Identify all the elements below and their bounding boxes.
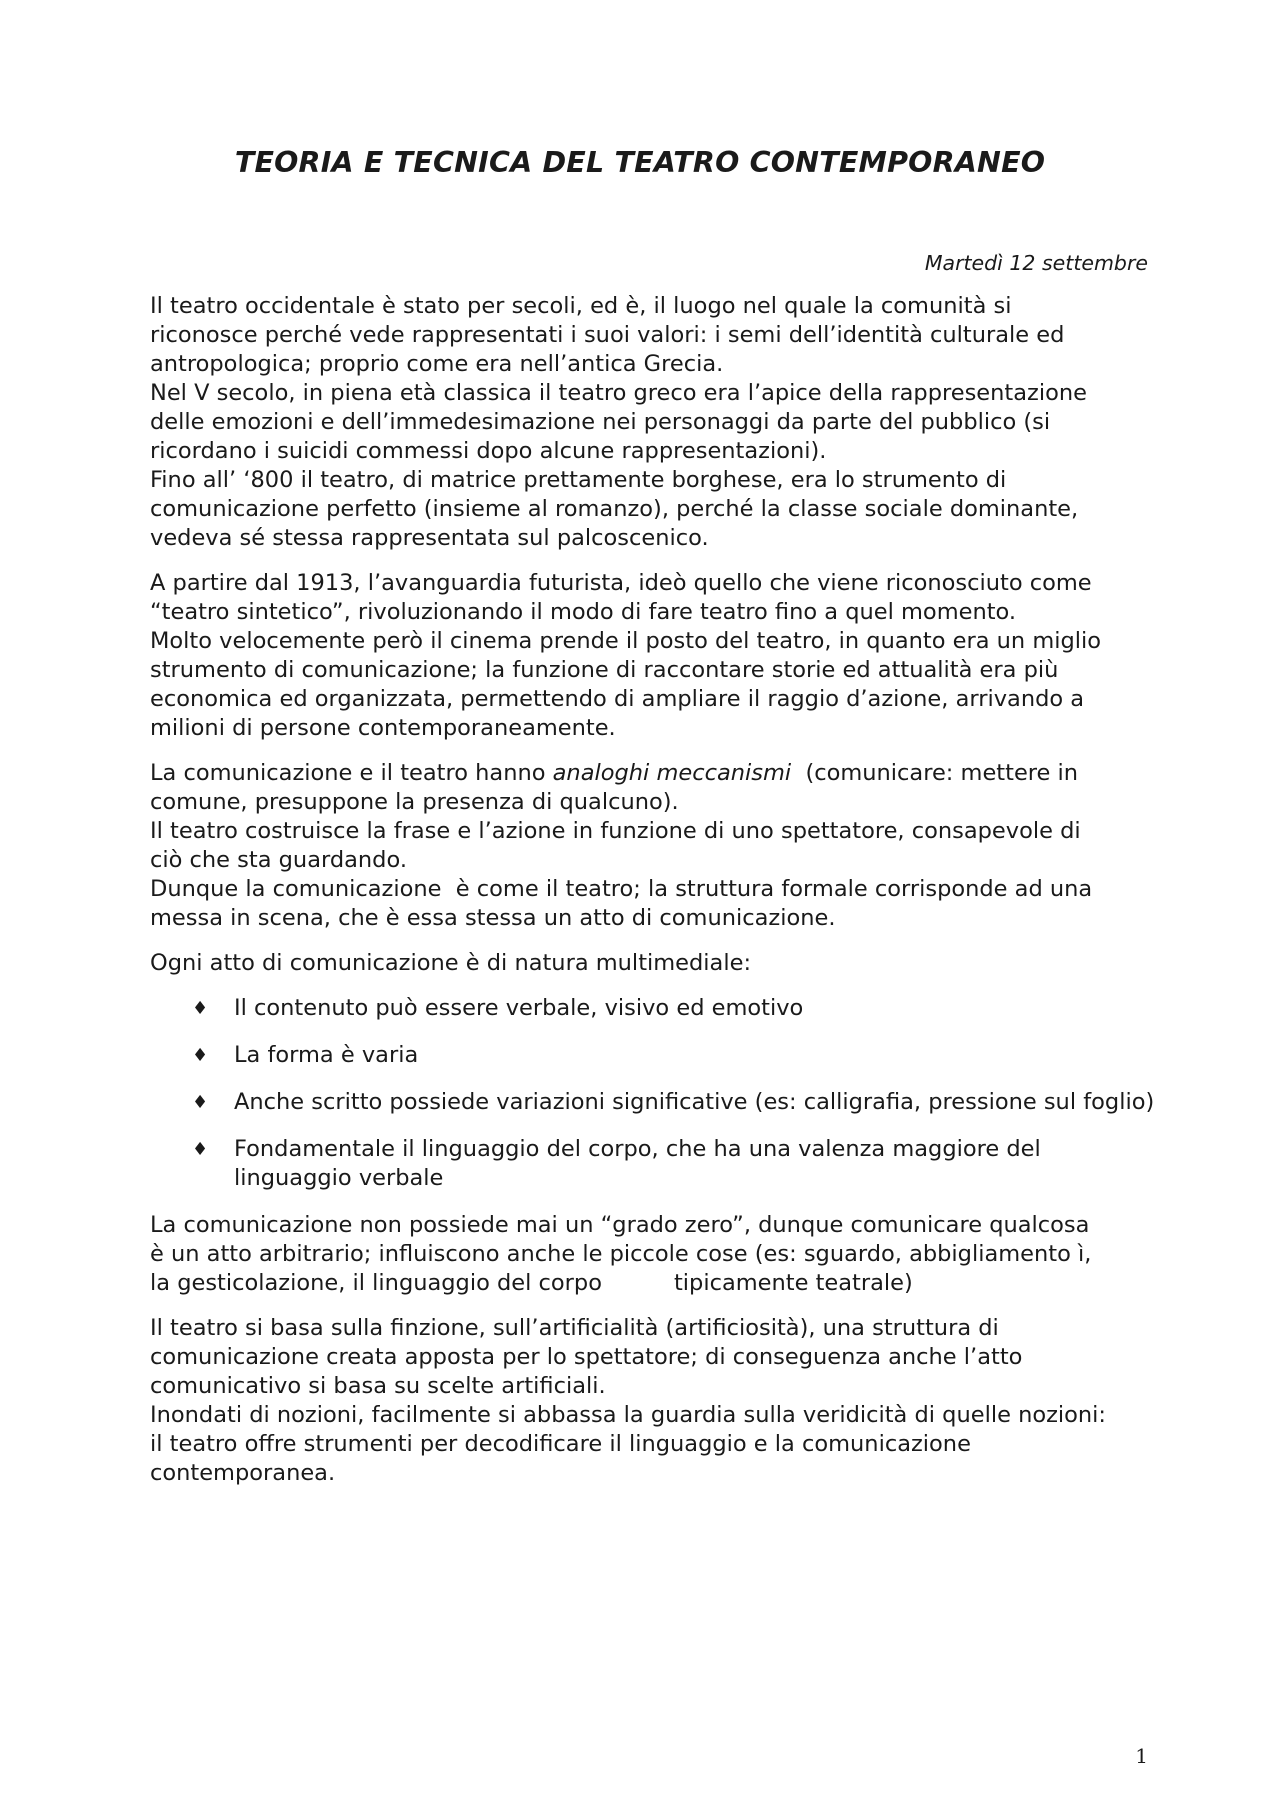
- list-item-text: Fondamentale il linguaggio del corpo, che ha una valenza maggiore del linguaggio verbale: [234, 1136, 1041, 1191]
- list-item: [150, 1135, 1160, 1193]
- text-line: ricordano i suicidi commessi dopo alcune rappresentazioni).: [150, 438, 827, 464]
- text-line: [150, 1269, 1160, 1298]
- text-run: La comunicazione e il teatro hanno: [150, 760, 553, 786]
- text-line: [150, 759, 1160, 788]
- list-item: [150, 1088, 1160, 1117]
- page-number: 1: [1135, 1744, 1148, 1768]
- diamond-bullet-icon: ♦: [192, 1092, 209, 1113]
- document-body: [150, 292, 1160, 1504]
- text-line: strumento di comunicazione; la funzione di raccontare storie ed attualità era più: [150, 657, 1059, 683]
- text-run: (comunicare: mettere in: [791, 760, 1079, 786]
- text-line: vedeva sé stessa rappresentata sul palcoscenico.: [150, 525, 709, 551]
- list-item-text: Il contenuto può essere verbale, visivo ed emotivo: [234, 995, 804, 1021]
- text-line: comunicazione creata apposta per lo spettatore; di conseguenza anche l’atto: [150, 1344, 1023, 1370]
- diamond-bullet-icon: ♦: [192, 1139, 209, 1160]
- text-line: economica ed organizzata, permettendo di ampliare il raggio d’azione, arrivando a: [150, 686, 1085, 712]
- paragraph: [150, 759, 1160, 933]
- paragraph: [150, 949, 1160, 978]
- text-run: tipicamente teatrale): [673, 1270, 913, 1296]
- paragraph: [150, 292, 1160, 553]
- text-line: “teatro sintetico”, rivoluzionando il modo di fare teatro fino a quel momento.: [150, 599, 1017, 625]
- list-item-text: La forma è varia: [234, 1042, 419, 1068]
- text-line: Il teatro occidentale è stato per secoli, ed è, il luogo nel quale la comunità si: [150, 293, 1012, 319]
- text-run: la gesticolazione, il linguaggio del corpo: [150, 1270, 602, 1296]
- text-line: Fino all’ ‘800 il teatro, di matrice prettamente borghese, era lo strumento di: [150, 467, 1007, 493]
- text-line: riconosce perché vede rappresentati i suoi valori: i semi dell’identità culturale ed: [150, 322, 1065, 348]
- paragraph: [150, 569, 1160, 743]
- document-title: TEORIA E TECNICA DEL TEATRO CONTEMPORANEO: [234, 146, 1046, 179]
- text-line: contemporanea.: [150, 1460, 336, 1486]
- diamond-bullet-icon: ♦: [192, 1045, 209, 1066]
- text-line: A partire dal 1913, l’avanguardia futurista, ideò quello che viene riconosciuto come: [150, 570, 1092, 596]
- paragraph: [150, 1314, 1160, 1488]
- bullet-list: [150, 994, 1160, 1193]
- text-line: comune, presuppone la presenza di qualcuno).: [150, 789, 679, 815]
- text-line: è un atto arbitrario; influiscono anche le piccole cose (es: sguardo, abbigliamento ì,: [150, 1241, 1092, 1267]
- diamond-bullet-icon: ♦: [192, 998, 209, 1019]
- list-item: [150, 1041, 1160, 1070]
- text-line: comunicativo si basa su scelte artificiali.: [150, 1373, 606, 1399]
- italic-text: analoghi meccanismi: [552, 760, 792, 786]
- text-line: Il teatro costruisce la frase e l’azione in funzione di uno spettatore, consapevole di: [150, 818, 1081, 844]
- paragraph: [150, 1211, 1160, 1298]
- text-line: ciò che sta guardando.: [150, 847, 407, 873]
- text-line: Nel V secolo, in piena età classica il teatro greco era l’apice della rappresentazione: [150, 380, 1087, 406]
- text-line: il teatro offre strumenti per decodificare il linguaggio e la comunicazione: [150, 1431, 971, 1457]
- date-heading: Martedì 12 settembre: [924, 251, 1148, 275]
- list-item: [150, 994, 1160, 1023]
- text-line: Molto velocemente però il cinema prende il posto del teatro, in quanto era un miglio: [150, 628, 1102, 654]
- text-line: Il teatro si basa sulla finzione, sull’artificialità (artificiosità), una struttura di: [150, 1315, 999, 1341]
- text-line: Dunque la comunicazione è come il teatro; la struttura formale corrisponde ad una: [150, 876, 1093, 902]
- text-line: Inondati di nozioni, facilmente si abbassa la guardia sulla veridicità di quelle nozioni:: [150, 1402, 1107, 1428]
- text-line: delle emozioni e dell’immedesimazione nei personaggi da parte del pubblico (si: [150, 409, 1051, 435]
- text-line: messa in scena, che è essa stessa un atto di comunicazione.: [150, 905, 836, 931]
- text-line: Ogni atto di comunicazione è di natura multimediale:: [150, 950, 752, 976]
- list-item-text: Anche scritto possiede variazioni significative (es: calligrafia, pressione sul foglio): [234, 1089, 1155, 1115]
- text-line: antropologica; proprio come era nell’antica Grecia.: [150, 351, 724, 377]
- text-line: comunicazione perfetto (insieme al romanzo), perché la classe sociale dominante,: [150, 496, 1079, 522]
- text-line: La comunicazione non possiede mai un “grado zero”, dunque comunicare qualcosa: [150, 1212, 1090, 1238]
- text-line: milioni di persone contemporaneamente.: [150, 715, 616, 741]
